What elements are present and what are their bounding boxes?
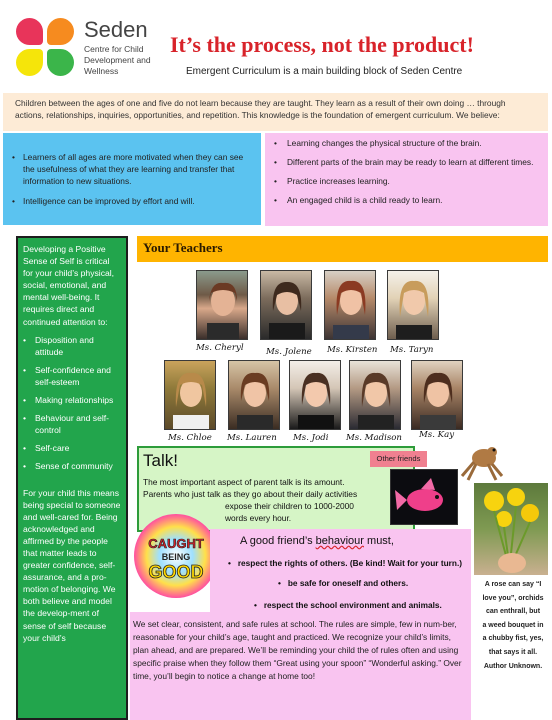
good-friend-rule: • respect the rights of others. (Be kind! Wait for your turn.) <box>228 558 463 568</box>
quote-line: can enthrall, but <box>485 608 541 616</box>
sense-of-self-item: • Behaviour and self-control <box>23 412 121 436</box>
quote-line: Author Unknown. <box>483 662 543 670</box>
badge-word-being: BEING <box>161 552 191 562</box>
belief-item: • Different parts of the brain may be ready to learn at different times. <box>273 156 542 168</box>
badge-word-good: GOOD <box>148 562 204 582</box>
good-friend-title <box>240 535 394 547</box>
logo-petal-green <box>47 49 74 76</box>
talk-line: words every hour. <box>225 513 292 523</box>
logo-petal-orange <box>47 18 74 45</box>
beliefs-right-box <box>265 133 548 226</box>
sense-of-self-column <box>16 236 128 720</box>
sense-of-self-intro: Developing a Positive Sense of Self is critical for your child’s physical, social, emotional, and mental well-being. It requires direct and continued attention to: <box>23 244 115 327</box>
teacher-photo <box>196 270 248 340</box>
talk-title: Talk! <box>143 451 178 470</box>
good-friend-title-underlined: behaviour <box>315 535 364 547</box>
sense-of-self-item: • Disposition and attitude <box>23 334 121 358</box>
rules-paragraph: We set clear, consistent, and safe rules at school. The rules are simple, few in num-ber, reasonable for your child’s age, taught and practiced. We recognize your child’s limits, plan ahead, and are prepared. We’ll be reminding your child the of rules often and using specific praise when they follow them “Great using your spoon” “Wonderful asking.” Over time, you’ll begin to notice a change at home too! <box>133 619 462 681</box>
teacher-photo <box>260 270 312 340</box>
dandelion-bouquet-image <box>474 483 548 575</box>
logo-petal-yellow <box>16 49 43 76</box>
sense-of-self-closing: For your child this means being special to someone and well-cared for. Being acknowledged and affirmed by the people that matter leads to greater confidence, self-assurance, and a pro-motion of belonging. We both believe and model the develop-ment of sense of self because your child’s <box>23 487 121 643</box>
good-friend-rule: • be safe for oneself and others. <box>278 578 409 588</box>
sense-of-self-item: • Self-care <box>23 442 121 454</box>
good-friend-rule: • respect the school environment and animals. <box>254 600 442 610</box>
teacher-name: Ms. Cheryl <box>196 343 244 353</box>
talk-line: The most important aspect of parent talk is its amount. <box>143 477 345 487</box>
teacher-photo <box>228 360 280 430</box>
good-friend-rule-text: be safe for oneself and others. <box>287 578 409 588</box>
other-friends-label: Other friends <box>370 451 427 467</box>
page-tagline: Emergent Curriculum is a main building block of Seden Centre <box>186 66 463 77</box>
belief-item: • Intelligence can be improved by effort and will. <box>11 195 255 207</box>
good-friend-rule-text: respect the school environment and animals. <box>263 600 442 610</box>
rose-quote <box>477 578 549 673</box>
talk-line: Parents who just talk as they go about their daily activities <box>143 489 358 499</box>
teachers-heading: Your Teachers <box>137 236 548 262</box>
good-friend-rule-text: respect the rights of others. (Be kind! Wait for your turn.) <box>237 558 463 568</box>
teacher-photo <box>289 360 341 430</box>
teacher-photo <box>164 360 216 430</box>
caught-being-good-badge <box>132 512 220 600</box>
intro-paragraph: Children between the ages of one and five do not learn because they are taught. They learn as a result of their own doing … through actions, relationships, inquiries, opportunities, and repetition. This knowledge is the foundation of emergent curriculum. We believe: <box>3 93 548 131</box>
talk-line: expose their children to 1000-2000 <box>225 501 354 511</box>
beliefs-left-box <box>3 133 261 225</box>
quote-line: a weed bouquet in <box>482 621 544 629</box>
teacher-name: Ms. Kirsten <box>327 345 378 355</box>
fish-image <box>390 469 458 525</box>
quote-line: a chubby fist, yes, <box>482 635 544 643</box>
sense-of-self-item: • Sense of community <box>23 460 121 472</box>
belief-item: • Learners of all ages are more motivated when they can see the usefulness of what they are learning and transfer that information to new situations. <box>11 151 255 187</box>
teacher-photo <box>324 270 376 340</box>
seden-logo <box>16 18 76 78</box>
sense-of-self-item: • Self-confidence and self-esteem <box>23 364 121 388</box>
teacher-name: Ms. Chloe <box>168 433 212 443</box>
quote-line: A rose can say “I <box>484 581 542 588</box>
teacher-name: Ms. Madison <box>346 433 402 443</box>
teacher-name: Ms. Lauren <box>227 433 277 443</box>
page-headline: It’s the process, not the product! <box>170 32 474 57</box>
teacher-name: Ms. Jolene <box>266 347 312 357</box>
quote-line: love you”, orchids <box>482 594 544 602</box>
brand-name: Seden <box>84 17 148 42</box>
belief-item: • Learning changes the physical structure of the brain. <box>273 137 542 149</box>
belief-item: • Practice increases learning. <box>273 175 542 187</box>
teacher-name: Ms. Jodi <box>293 433 329 443</box>
frog-image <box>458 436 510 482</box>
teacher-photo <box>387 270 439 340</box>
sense-of-self-item: • Making relationships <box>23 394 121 406</box>
teacher-name: Ms. Kay <box>419 430 455 440</box>
quote-line: that says it all. <box>488 648 538 656</box>
belief-item: • An engaged child is a child ready to learn. <box>273 194 542 206</box>
teacher-photo <box>411 360 463 430</box>
good-friend-title-suffix: must, <box>363 535 394 547</box>
teacher-name: Ms. Taryn <box>390 345 434 355</box>
logo-petal-red <box>16 18 43 45</box>
good-friend-title-prefix: A good friend’s <box>240 535 316 547</box>
badge-word-caught: CAUGHT <box>148 536 204 551</box>
brand-subtitle: Centre for Child Development and Wellness <box>84 44 151 76</box>
teacher-photo <box>349 360 401 430</box>
